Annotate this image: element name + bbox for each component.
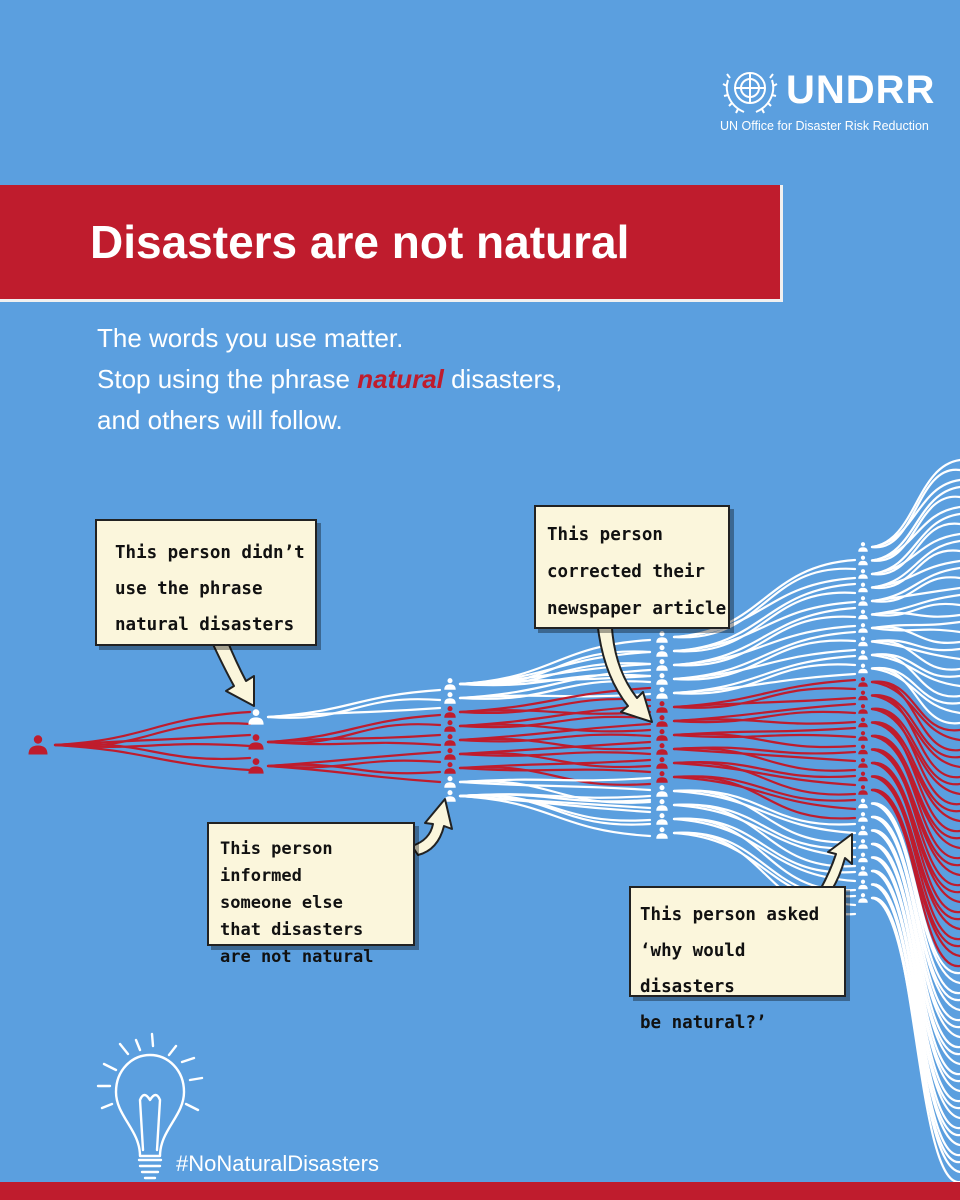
person-icon [858,826,868,836]
person-icon [858,596,868,606]
person-icon [656,799,667,811]
connection-line [460,782,650,790]
connection-line [268,742,440,745]
person-icon [656,687,667,699]
person-icon [444,706,455,718]
intro-emphasis: natural [357,364,444,394]
person-icon [858,610,868,620]
person-icon [444,776,455,788]
person-icon [248,734,263,749]
person-icon [858,839,868,849]
person-icon [858,758,868,768]
person-icon [858,556,868,566]
person-icon [858,623,868,633]
person-icon [858,893,868,903]
person-icon [656,827,667,839]
connection-line [268,735,440,742]
connection-line [674,632,855,679]
footer-bar [0,1182,960,1200]
person-icon [858,880,868,890]
person-icon [858,583,868,593]
person-icon [656,771,667,783]
arrow-icon [412,799,452,855]
intro-line-3: and others will follow. [97,405,343,435]
person-icon [858,569,868,579]
person-icon [858,637,868,647]
person-icon [444,720,455,732]
person-icon [656,659,667,671]
callout-corrected-article: This person corrected their newspaper article [534,505,730,629]
person-icon [656,673,667,685]
connection-line [460,768,650,772]
person-icon [858,691,868,701]
person-icon [858,866,868,876]
connection-line [55,745,250,770]
person-icon [656,813,667,825]
intro-line-2-end: disasters, [443,364,563,394]
callout-informed-someone: This person informed someone else that disasters are not natural [207,822,415,946]
person-icon [858,812,868,822]
person-icon [656,645,667,657]
person-icon [444,762,455,774]
person-icon [656,757,667,769]
connection-line [872,524,960,575]
person-icon [656,631,667,643]
callout-no-phrase: This person didn’t use the phrase natural disasters [95,519,317,646]
person-icon [858,785,868,795]
person-icon [858,772,868,782]
person-icon [656,743,667,755]
person-icon [858,650,868,660]
person-icon [858,704,868,714]
connection-line [674,763,855,785]
logo-wordmark: UNDRR [786,68,936,112]
person-icon [444,692,455,704]
person-icon [656,715,667,727]
person-icon [858,853,868,863]
connection-line [872,628,960,632]
person-icon [858,677,868,687]
person-icon [29,735,48,754]
logo-subtitle: UN Office for Disaster Risk Reduction [720,119,929,133]
person-icon [858,799,868,809]
person-icon [444,678,455,690]
intro-line-1: The words you use matter. [97,323,404,353]
person-icon [858,542,868,552]
person-icon [858,664,868,674]
person-icon [656,729,667,741]
person-icon [858,745,868,755]
page-title: Disasters are not natural [90,216,630,268]
arrow-icon [211,640,254,706]
person-icon [248,758,263,773]
person-icon [444,734,455,746]
person-icon [656,701,667,713]
person-icon [656,785,667,797]
person-icon [858,731,868,741]
hashtag: #NoNaturalDisasters [176,1151,379,1176]
person-icon [858,718,868,728]
intro-line-2-start: Stop using the phrase [97,364,358,394]
person-icon [444,748,455,760]
callout-asked-why: This person asked ‘why would disasters be natural?’ [629,886,846,997]
connection-line [674,735,855,737]
